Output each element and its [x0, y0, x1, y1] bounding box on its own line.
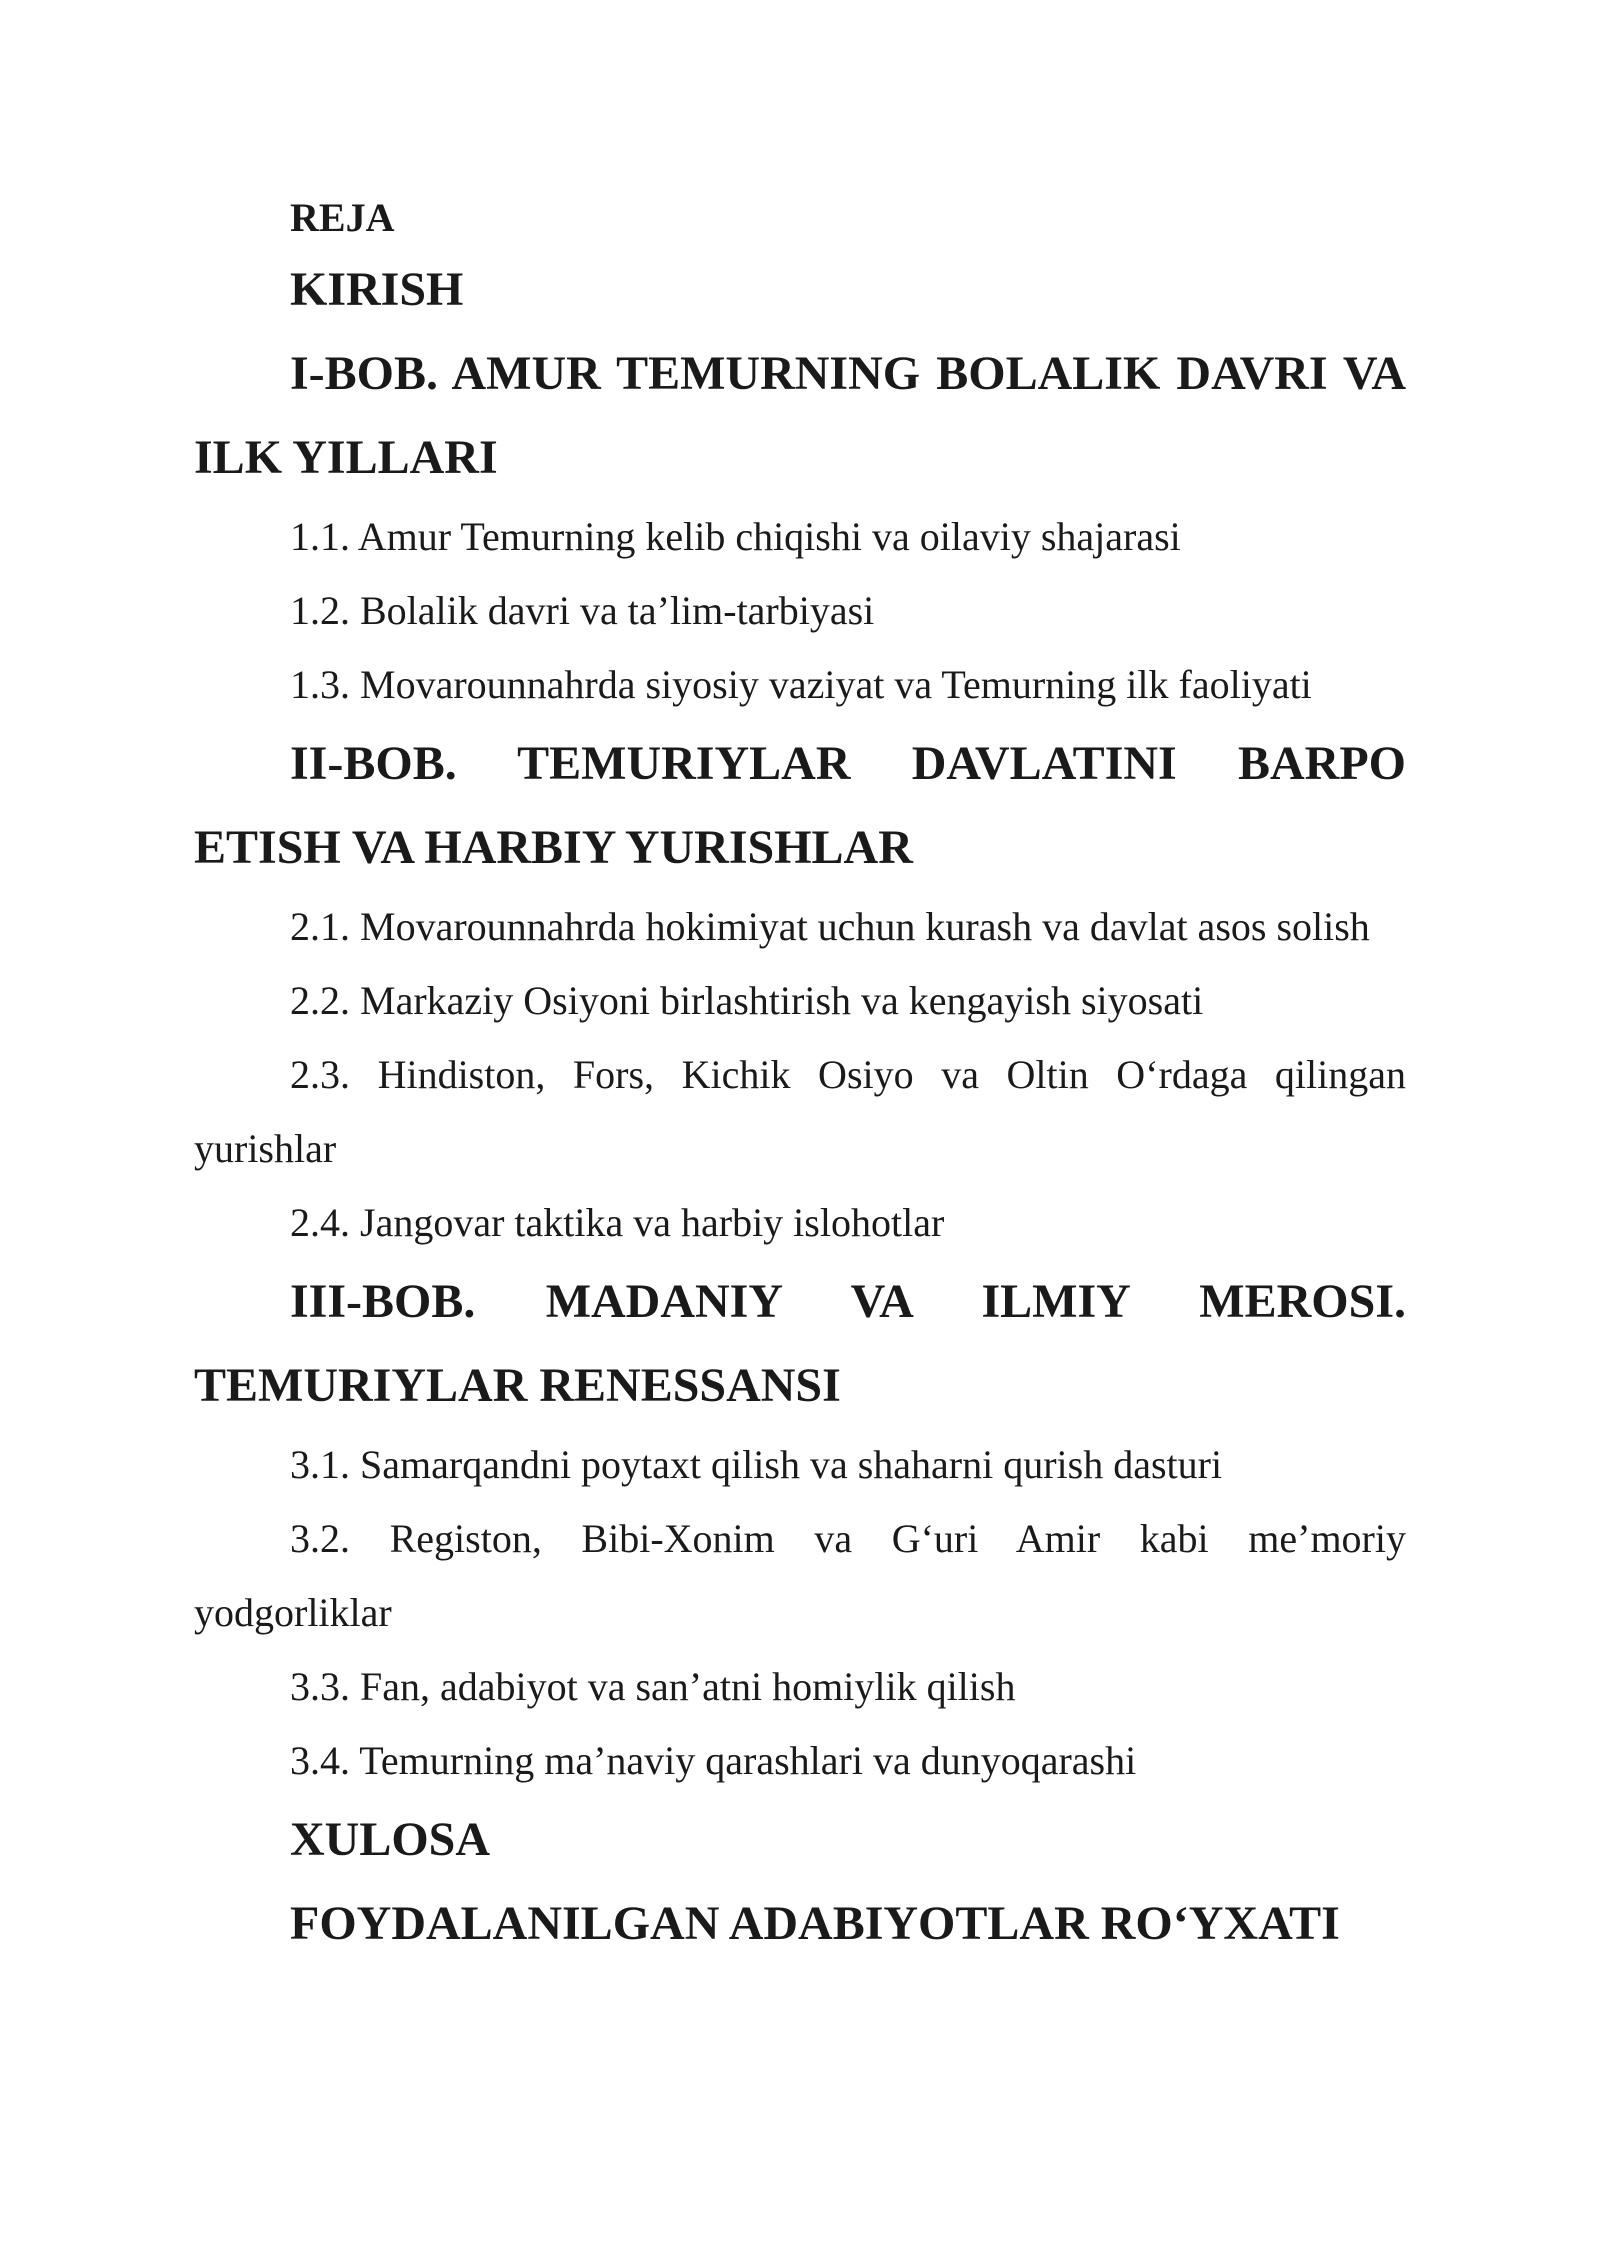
section-3-1: 3.1. Samarqandni poytaxt qilish va shaharni qurish dasturi — [290, 1442, 1223, 1487]
section-1-1: 1.1. Amur Temurning kelib chiqishi va oilaviy shajarasi — [290, 514, 1181, 559]
section-2-4: 2.4. Jangovar taktika va harbiy islohotlar — [290, 1200, 945, 1245]
section-1-3: 1.3. Movarounnahrda siyosiy vaziyat va Temurning ilk faoliyati — [290, 662, 1312, 707]
intro-heading: KIRISH — [290, 263, 464, 316]
conclusion-heading: XULOSA — [290, 1813, 491, 1866]
section-2-3: 2.3. Hindiston, Fors, Kichik Osiyo va Oltin O‘rdaga qilingan yurishlar — [194, 1052, 1406, 1171]
section-1-2: 1.2. Bolalik davri va ta’lim-tarbiyasi — [290, 588, 875, 633]
section-2-2: 2.2. Markaziy Osiyoni birlashtirish va kengayish siyosati — [290, 978, 1204, 1023]
table-of-contents — [194, 188, 1406, 1966]
section-2-1: 2.1. Movarounnahrda hokimiyat uchun kurash va davlat asos solish — [290, 904, 1370, 949]
section-3-3: 3.3. Fan, adabiyot va san’atni homiylik qilish — [290, 1664, 1016, 1709]
chapter-2-heading: II-BOB. TEMURIYLAR DAVLATINI BARPO ETISH VA HARBIY YURISHLAR — [194, 737, 1406, 874]
chapter-1-heading: I-BOB. AMUR TEMURNING BOLALIK DAVRI VA ILK YILLARI — [194, 347, 1406, 484]
references-heading: FOYDALANILGAN ADABIYOTLAR RO‘YXATI — [290, 1897, 1340, 1950]
section-3-2: 3.2. Registon, Bibi-Xonim va G‘uri Amir kabi me’moriy yodgorliklar — [194, 1516, 1406, 1635]
section-3-4: 3.4. Temurning ma’naviy qarashlari va dunyoqarashi — [290, 1738, 1137, 1783]
chapter-3-heading: III-BOB. MADANIY VA ILMIY MEROSI. TEMURIYLAR RENESSANSI — [194, 1275, 1406, 1412]
plan-title: REJA — [290, 195, 395, 240]
